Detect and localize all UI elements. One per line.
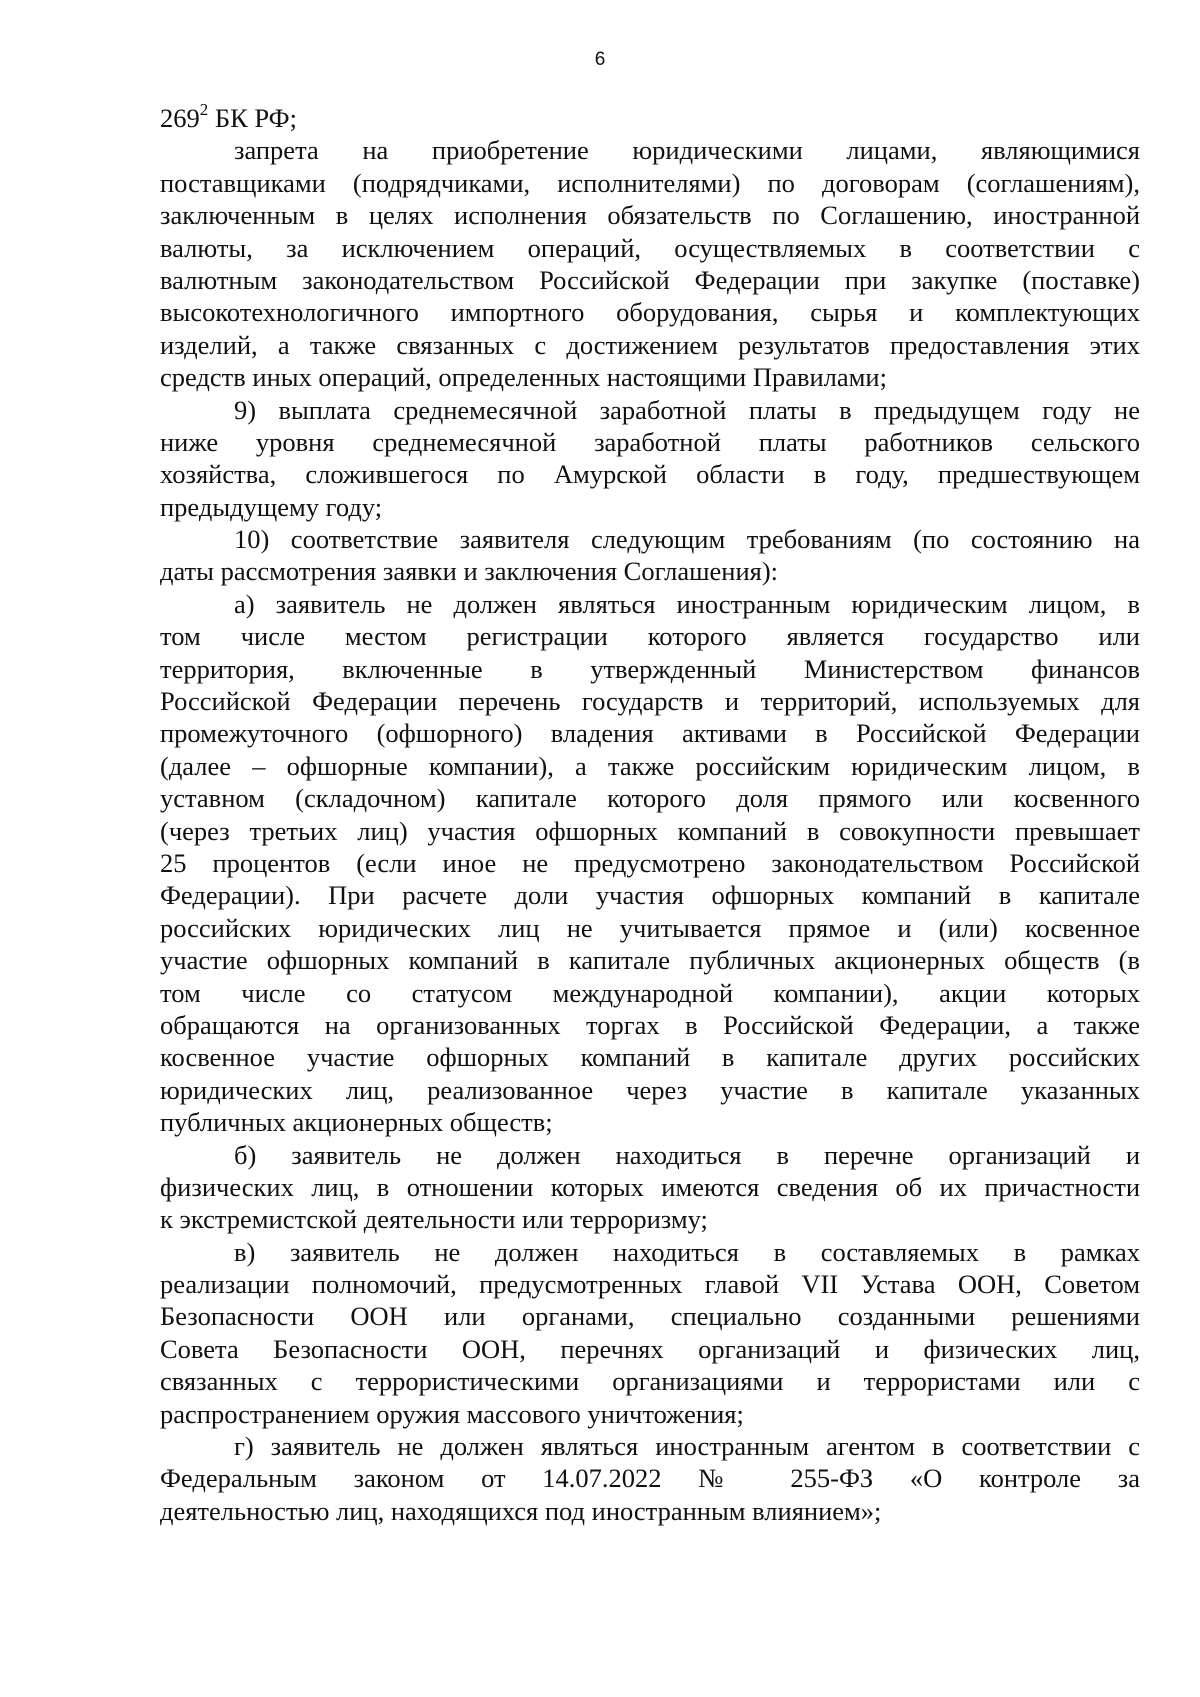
text-line: предыдущему году;: [160, 491, 383, 522]
text-line: б) заявитель не должен находиться в перечне организаций и: [234, 1139, 1140, 1170]
text-line: участие офшорных компаний в капитале публичных акционерных обществ (в: [160, 945, 1140, 976]
text-line: российских юридических лиц не учитывается прямое и (или) косвенное: [160, 912, 1140, 943]
text-line: Российской Федерации перечень государств и территорий, используемых для: [160, 686, 1140, 717]
text-line: (через третьих лиц) участия офшорных компаний в совокупности превышает: [160, 815, 1140, 846]
text-line: том числе со статусом международной компании), акции которых: [160, 977, 1140, 1008]
text-line: валюты, за исключением операций, осуществляемых в соответствии с: [160, 232, 1140, 263]
text-line: юридических лиц, реализованное через участие в капитале указанных: [160, 1074, 1140, 1105]
text-line: запрета на приобретение юридическими лицами, являющимися: [234, 135, 1140, 166]
text-line: высокотехнологичного импортного оборудования, сырья и комплектующих: [160, 297, 1140, 328]
text-lines: [160, 134, 1140, 1527]
text-line: Федеральным законом от 14.07.2022 № 255-ФЗ «О контроле за: [160, 1463, 1140, 1494]
text-line: а) заявитель не должен являться иностранным юридическим лицом, в: [234, 588, 1140, 619]
text-line: реализации полномочий, предусмотренных главой VII Устава ООН, Советом: [160, 1269, 1140, 1300]
article-superscript: 2: [199, 100, 209, 120]
text-line: уставном (складочном) капитале которого доля прямого или косвенного: [160, 783, 1140, 814]
text-line: даты рассмотрения заявки и заключения Соглашения):: [160, 556, 779, 587]
text-line: хозяйства, сложившегося по Амурской области в году, предшествующем: [160, 459, 1140, 490]
article-number: 269: [160, 103, 200, 133]
text-line: изделий, а также связанных с достижением результатов предоставления этих: [160, 329, 1140, 360]
text-line: обращаются на организованных торгах в Российской Федерации, а также: [160, 1009, 1140, 1040]
text-line: 10) соответствие заявителя следующим требованиям (по состоянию на: [234, 524, 1140, 555]
text-line: том числе местом регистрации которого является государство или: [160, 621, 1140, 652]
text-line: публичных акционерных обществ;: [160, 1107, 553, 1138]
text-line: средств иных операций, определенных настоящими Правилами;: [160, 362, 887, 393]
text-line: промежуточного (офшорного) владения активами в Российской Федерации: [160, 718, 1140, 749]
text-line: к экстремистской деятельности или терроризму;: [160, 1204, 708, 1235]
text-line: г) заявитель не должен являться иностранным агентом в соответствии с: [234, 1431, 1140, 1462]
text-line: Безопасности ООН или органами, специально созданными решениями: [160, 1301, 1140, 1332]
text-line: косвенное участие офшорных компаний в капитале других российских: [160, 1042, 1140, 1073]
text-line: валютным законодательством Российской Федерации при закупке (поставке): [160, 264, 1140, 295]
text-line: 9) выплата среднемесячной заработной платы в предыдущем году не: [234, 394, 1140, 425]
text-line: (далее – офшорные компании), а также российским юридическим лицом, в: [160, 750, 1140, 781]
continuation-line: [160, 102, 1140, 134]
document-body: [160, 102, 1140, 1527]
text-line: Федерации). При расчете доли участия офшорных компаний в капитале: [160, 880, 1140, 911]
text-line: в) заявитель не должен находиться в составляемых в рамках: [234, 1236, 1140, 1267]
text-line: связанных с террористическими организациями и террористами или с: [160, 1366, 1140, 1397]
text-line: ниже уровня среднемесячной заработной платы работников сельского: [160, 426, 1140, 457]
continuation-text: БК РФ;: [208, 103, 297, 133]
text-line: территория, включенные в утвержденный Министерством финансов: [160, 653, 1140, 684]
page-number: 6: [594, 49, 606, 70]
text-line: поставщиками (подрядчиками, исполнителями) по договорам (соглашениям),: [160, 167, 1140, 198]
text-line: распространением оружия массового уничтожения;: [160, 1398, 744, 1429]
text-line: Совета Безопасности ООН, перечнях организаций и физических лиц,: [160, 1333, 1140, 1364]
text-line: заключенным в целях исполнения обязательств по Соглашению, иностранной: [160, 200, 1140, 231]
text-line: физических лиц, в отношении которых имеются сведения об их причастности: [160, 1171, 1140, 1202]
text-line: деятельностью лиц, находящихся под иностранным влиянием»;: [160, 1495, 882, 1526]
text-line: 25 процентов (если иное не предусмотрено законодательством Российской: [160, 847, 1140, 878]
